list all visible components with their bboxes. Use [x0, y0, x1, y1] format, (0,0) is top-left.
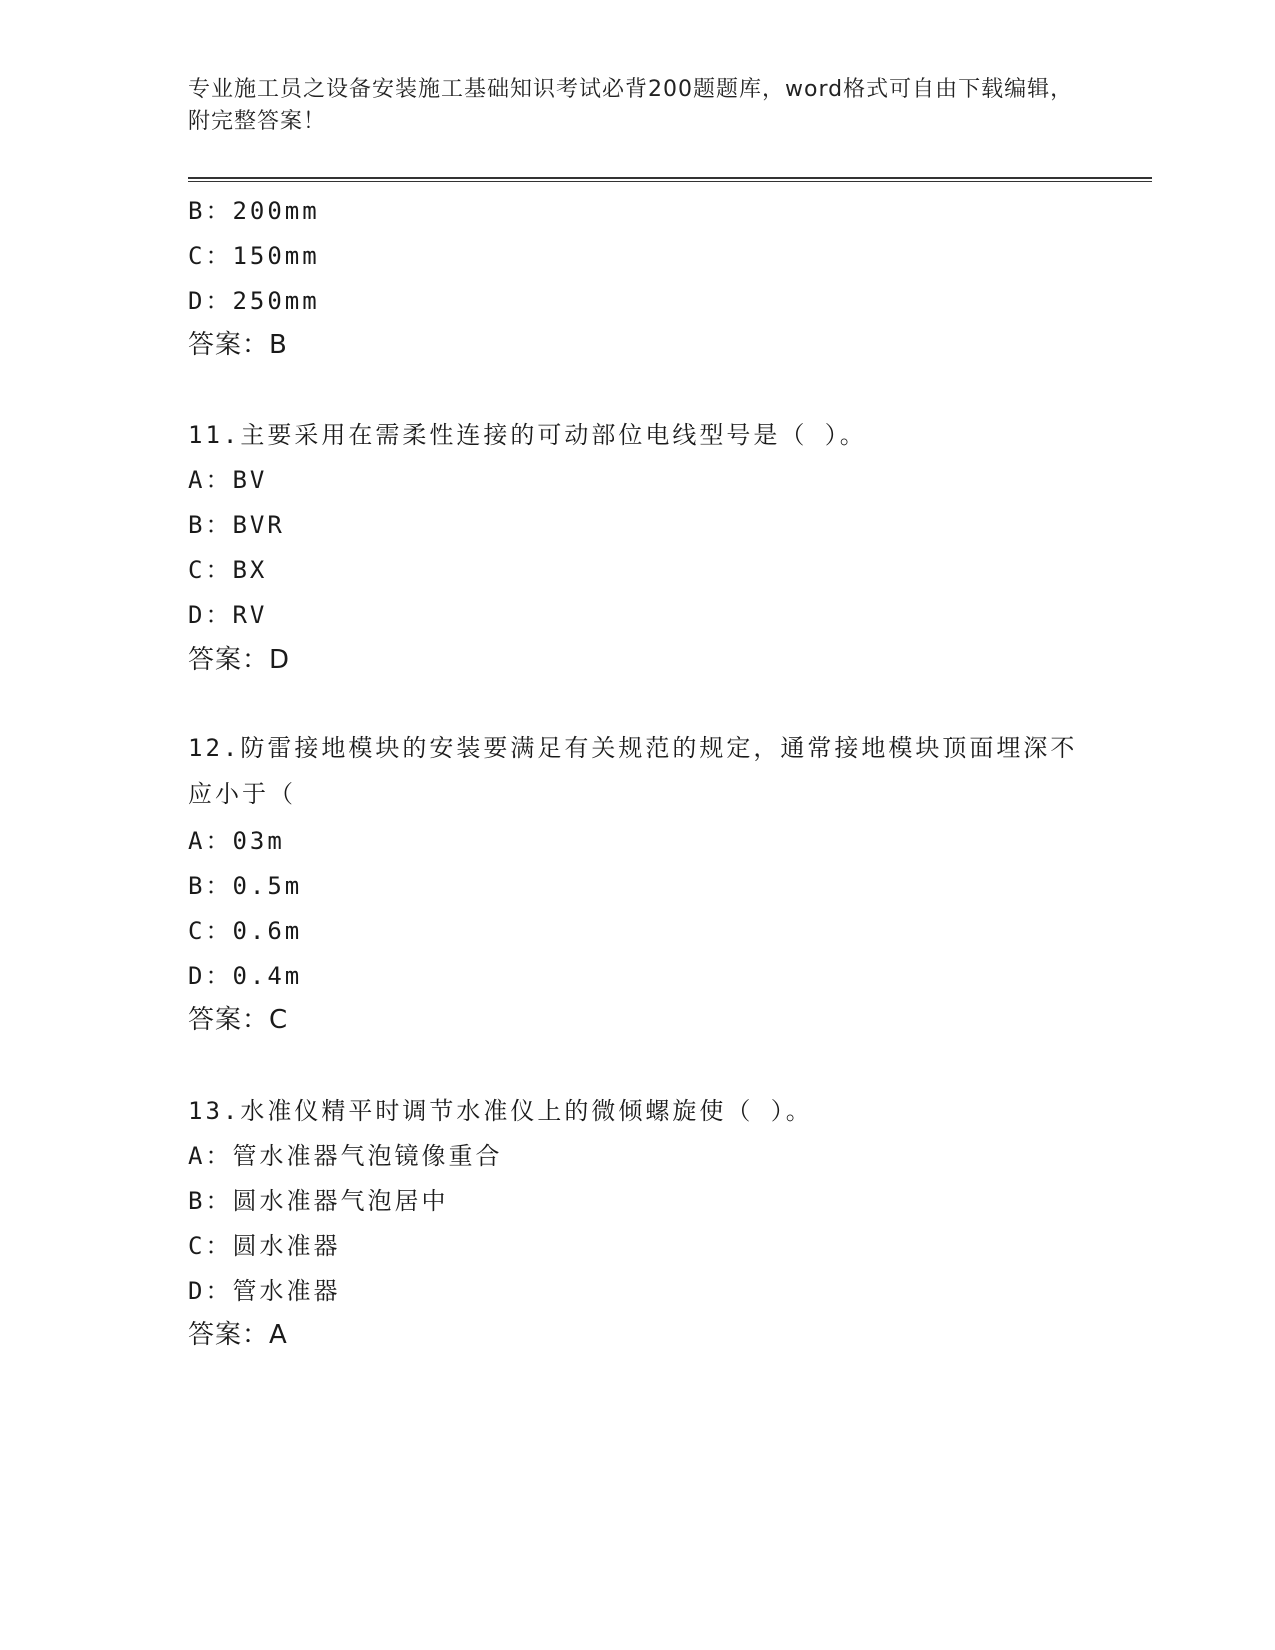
option-c: C：0.6m: [188, 917, 303, 945]
answer: 答案：A: [188, 1320, 288, 1350]
option-d: D：250mm: [188, 287, 320, 315]
option-a: A：管水准器气泡镜像重合: [188, 1142, 503, 1170]
option-c: C：BX: [188, 556, 268, 584]
header-rule: [188, 177, 1152, 179]
option-b: B：BVR: [188, 511, 285, 539]
option-a: A：03m: [188, 827, 285, 855]
option-d: D：RV: [188, 601, 268, 629]
option-d: D：0.4m: [188, 962, 303, 990]
document-header: 专业施工员之设备安装施工基础知识考试必背200题题库，word格式可自由下载编辑，附完整答案！: [188, 77, 1074, 134]
option-b: B：0.5m: [188, 872, 303, 900]
option-a: A：BV: [188, 466, 268, 494]
header-rule-thin: [188, 181, 1152, 182]
option-d: D：管水准器: [188, 1277, 341, 1305]
question-stem: 11.主要采用在需柔性连接的可动部位电线型号是（ ）。: [188, 421, 867, 449]
option-b: B：圆水准器气泡居中: [188, 1187, 449, 1215]
answer: 答案：D: [188, 645, 291, 675]
answer: 答案：B: [188, 330, 288, 360]
question-stem: 13.水准仪精平时调节水准仪上的微倾螺旋使（ ）。: [188, 1097, 813, 1125]
answer: 答案：C: [188, 1005, 289, 1035]
option-b: B：200mm: [188, 197, 320, 225]
option-c: C：150mm: [188, 242, 320, 270]
option-c: C：圆水准器: [188, 1232, 341, 1260]
question-stem: 12.防雷接地模块的安装要满足有关规范的规定，通常接地模块顶面埋深不应小于（: [188, 734, 1078, 808]
